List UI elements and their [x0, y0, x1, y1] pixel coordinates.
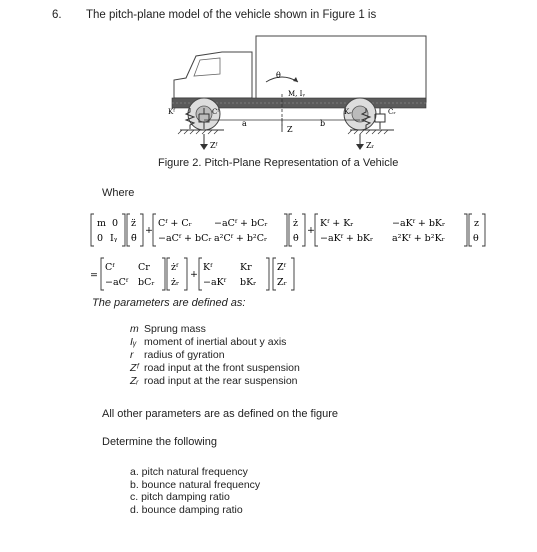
- param-row: [130, 323, 300, 336]
- question-text: The pitch-plane model of the vehicle shown in Figure 1 is: [86, 9, 377, 21]
- stiff-k12: −aKᶠ + bKᵣ: [392, 218, 446, 229]
- rear-damper: [375, 108, 385, 129]
- answer-item: d. bounce damping ratio: [130, 503, 243, 516]
- param-desc: road input at the rear suspension: [144, 375, 298, 387]
- rhs-damp-22: bCᵣ: [138, 277, 155, 288]
- plus-3: +: [190, 269, 198, 280]
- answer-list: [130, 466, 260, 516]
- param-desc: moment of inertial about y axis: [144, 336, 287, 348]
- stiff-k21: −aKᶠ + bKᵣ: [320, 233, 374, 244]
- damp-c12: −aCᶠ + bCᵣ: [214, 218, 268, 229]
- rhs-vel-r: żᵣ: [171, 277, 180, 288]
- label-cf: Cᶠ: [212, 108, 219, 116]
- param-symbol: Zᶠ: [130, 362, 139, 374]
- label-z: Z: [287, 125, 293, 134]
- param-row: [130, 336, 300, 349]
- front-ground-hatch: [178, 130, 218, 134]
- answer-item: c. pitch damping ratio: [130, 491, 230, 503]
- zr-arrowhead: [356, 144, 364, 150]
- rhs-disp-f: Zᶠ: [277, 262, 286, 273]
- label-kf: Kᶠ: [168, 108, 175, 116]
- param-row: [130, 375, 300, 388]
- param-symbol: r: [130, 349, 134, 361]
- damp-c11: Cᶠ + Cᵣ: [158, 218, 192, 229]
- param-symbol: Iᵧ: [130, 336, 137, 348]
- accel-z: z̈: [131, 218, 137, 229]
- figure-caption: Figure 2. Pitch-Plane Representation of a Vehicle: [158, 157, 399, 169]
- vel-z: ż: [293, 218, 299, 229]
- zf-arrowhead: [200, 144, 208, 150]
- stiff-k22: a²Kᶠ + b²Kᵣ: [392, 233, 445, 244]
- mass-m21: 0: [97, 233, 104, 244]
- param-desc: radius of gyration: [144, 349, 225, 361]
- mass-m11: m: [97, 218, 107, 229]
- equation-svg: [90, 212, 535, 304]
- disp-z: z: [474, 218, 480, 229]
- mass-m22: Iᵧ: [110, 233, 118, 244]
- label-cr: Cᵣ: [388, 108, 396, 116]
- param-symbol: Zᵣ: [130, 375, 139, 387]
- label-theta: θ: [276, 71, 281, 80]
- rhs-stiff-21: −aKᶠ: [203, 277, 226, 288]
- label-mass-inertia: M, Iᵧ: [288, 90, 306, 98]
- rhs-vel-f: żᶠ: [171, 262, 179, 273]
- disp-vector: [469, 214, 485, 246]
- determine-heading: Determine the following: [102, 436, 217, 448]
- stiffness-matrix: [315, 214, 467, 246]
- mass-m12: 0: [112, 218, 119, 229]
- param-desc: Sprung mass: [144, 323, 206, 335]
- disp-theta: θ: [473, 233, 479, 244]
- damp-c22: a²Cᶠ + b²Cᵣ: [214, 233, 268, 244]
- param-row: [130, 349, 300, 362]
- stiff-k11: Kᶠ + Kᵣ: [320, 218, 354, 229]
- rhs-damp-21: −aCᶠ: [105, 277, 128, 288]
- label-zr: Zᵣ: [366, 141, 375, 150]
- vel-theta: θ̇: [293, 233, 299, 244]
- rhs-damp-11: Cᶠ: [105, 262, 115, 273]
- rhs-stiffness-matrix: [199, 258, 269, 290]
- equals-sign: =: [90, 270, 98, 281]
- parameter-list: [130, 323, 300, 388]
- answer-item: a. pitch natural frequency: [130, 466, 248, 478]
- params-intro: The parameters are defined as:: [92, 297, 246, 309]
- rhs-damp-12: Cr: [138, 262, 150, 273]
- rear-ground-hatch: [348, 130, 388, 134]
- vel-vector: [289, 214, 305, 246]
- where-label: Where: [102, 187, 135, 199]
- rhs-damping-matrix: [101, 258, 165, 290]
- damping-matrix: [153, 214, 287, 246]
- accel-vector: [127, 214, 143, 246]
- param-row: [130, 362, 300, 375]
- rhs-stiff-12: Kr: [240, 262, 252, 273]
- answer-item: b. bounce natural frequency: [130, 478, 261, 491]
- label-b: b: [320, 119, 326, 128]
- rhs-disp-vector: [273, 258, 294, 290]
- rhs-vel-vector: [167, 258, 187, 290]
- equation-of-motion: [90, 212, 535, 304]
- cargo-box: [256, 36, 426, 102]
- plus-2: +: [307, 225, 315, 236]
- damp-c21: −aCᶠ + bCᵣ: [158, 233, 212, 244]
- accel-theta: θ̈: [131, 233, 137, 244]
- plus-1: +: [145, 225, 153, 236]
- rhs-disp-r: Zᵣ: [277, 277, 287, 288]
- label-kr: Kᵣ: [344, 108, 352, 116]
- label-zf: Zᶠ: [210, 141, 218, 150]
- rhs-stiff-22: bKᵣ: [240, 277, 257, 288]
- rhs-stiff-11: Kᶠ: [203, 262, 213, 273]
- question-number: 6.: [52, 9, 62, 21]
- mass-matrix: [91, 214, 125, 246]
- label-a: a: [242, 119, 247, 128]
- param-desc: road input at the front suspension: [144, 362, 300, 374]
- all-other-note: All other parameters are as defined on the figure: [102, 408, 339, 420]
- param-symbol: m: [130, 323, 139, 335]
